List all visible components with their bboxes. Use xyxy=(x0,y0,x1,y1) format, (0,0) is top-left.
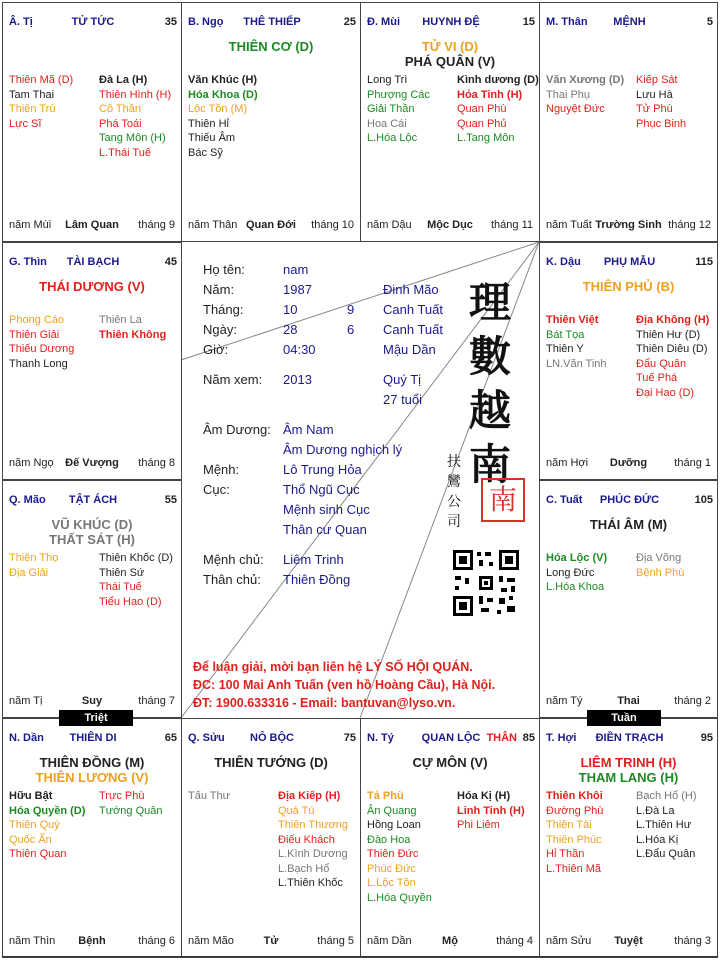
minor-star: Văn Khúc (H) xyxy=(188,74,258,86)
minor-star: Lực Sĩ xyxy=(9,117,42,130)
tuan-tag: Tuần xyxy=(587,710,661,726)
star-column-right xyxy=(636,313,718,400)
palace-stage: Mộ xyxy=(442,935,458,947)
palace-year: năm Tuất xyxy=(546,219,592,231)
seal-sub-2: 鸞 xyxy=(447,474,461,490)
palace-branch: N. Tý xyxy=(367,732,394,744)
palace-month: tháng 6 xyxy=(138,935,175,947)
palace-mao xyxy=(2,480,182,718)
minor-star: Thiên Sứ xyxy=(99,566,145,579)
view-age: 27 tuổi xyxy=(383,392,423,407)
minor-star: Bát Tọa xyxy=(546,328,585,341)
minor-star: Thiên Khôi xyxy=(546,790,603,802)
palace-than xyxy=(539,2,718,242)
palace-dau xyxy=(539,242,718,480)
main-star: THẤT SÁT (H) xyxy=(49,532,135,547)
palace-branch: Â. Tị xyxy=(9,16,33,28)
palace-branch: G. Thìn xyxy=(9,256,47,268)
star-column-right xyxy=(636,73,718,131)
star-column-left xyxy=(188,73,274,160)
star-column-left xyxy=(9,313,95,371)
minor-star: Thiên Hỉ xyxy=(188,117,229,130)
palace-age: 25 xyxy=(343,16,356,28)
minor-star: L.Thái Tuế xyxy=(99,146,151,159)
palace-stage: Tử xyxy=(263,935,279,947)
cuc-note-1: Mệnh sinh Cục xyxy=(283,502,370,517)
minor-star: Hóa Quyền (D) xyxy=(9,804,86,817)
palace-month: tháng 10 xyxy=(311,219,354,231)
hour-label: Giờ: xyxy=(203,342,229,357)
year-canchi: Đinh Mão xyxy=(383,282,439,297)
name-label: Họ tên: xyxy=(203,262,245,277)
palace-month: tháng 1 xyxy=(674,457,711,469)
palace-year: năm Mùi xyxy=(9,219,52,231)
palace-month: tháng 11 xyxy=(490,219,533,231)
palace-month: tháng 4 xyxy=(496,935,533,947)
minor-star: Thiên Mã (D) xyxy=(9,74,74,86)
minor-star: Thái Tuế xyxy=(99,581,142,593)
menh-chu-label: Mệnh chủ: xyxy=(203,552,264,567)
minor-star: Quả Tú xyxy=(278,804,315,817)
minor-star: Đào Hoa xyxy=(367,833,411,846)
palace-age: 55 xyxy=(164,494,177,506)
palace-ngo xyxy=(181,2,361,242)
minor-star: Thiên Khốc (D) xyxy=(99,552,173,564)
minor-star: Hóa Khoa (D) xyxy=(188,88,258,101)
minor-star: Bạch Hổ (H) xyxy=(636,790,697,802)
palace-branch: Q. Mão xyxy=(9,494,46,506)
hour-canchi: Mậu Dần xyxy=(383,342,436,357)
palace-year: năm Dần xyxy=(367,935,412,947)
minor-star: Thiên Không xyxy=(99,328,167,341)
minor-star: Thiên Đức xyxy=(367,848,419,860)
palace-stage: Dưỡng xyxy=(609,457,648,469)
palace-year: năm Hợi xyxy=(546,457,589,469)
palace-stage: Thai xyxy=(617,695,640,707)
palace-stage: Trường Sinh xyxy=(595,219,662,231)
main-star: THIÊN LƯƠNG (V) xyxy=(35,770,149,785)
star-column-right xyxy=(457,789,540,833)
minor-star: Phá Toái xyxy=(99,117,142,130)
palace-tuat xyxy=(539,480,718,718)
palace-name: ĐIỀN TRẠCH xyxy=(595,732,664,744)
palace-month: tháng 5 xyxy=(317,935,354,947)
minor-star: Thiên Diêu (D) xyxy=(636,343,708,355)
palace-stage: Bệnh xyxy=(78,935,106,947)
minor-star: L.Thiên Mã xyxy=(546,862,602,875)
palace-name: PHÚC ĐỨC xyxy=(599,494,660,506)
seal-char-3: 越 xyxy=(469,386,512,435)
seal-sub-3: 公 xyxy=(447,494,461,510)
star-column-right xyxy=(457,73,540,146)
palace-hoi xyxy=(539,718,718,958)
main-star: TỬ VI (D) xyxy=(421,39,479,54)
palace-age: 45 xyxy=(164,256,177,268)
palace-year: năm Sửu xyxy=(546,935,592,947)
palace-dan xyxy=(2,718,182,958)
star-column-right xyxy=(99,73,182,160)
day-label: Ngày: xyxy=(203,322,237,337)
star-column-left xyxy=(367,789,453,905)
star-column-left xyxy=(9,73,95,131)
main-star: PHÁ QUÂN (V) xyxy=(404,54,496,69)
view-year-canchi: Quý Tị xyxy=(383,372,422,387)
minor-star: L.Tang Môn xyxy=(457,132,515,144)
palace-branch: C. Tuất xyxy=(546,494,583,506)
palace-month: tháng 12 xyxy=(668,219,711,231)
seal-char-2: 數 xyxy=(469,332,512,381)
minor-star: Tam Thai xyxy=(9,88,55,101)
minor-star: Thai Phụ xyxy=(546,88,591,101)
palace-stage: Suy xyxy=(81,695,103,707)
palace-age: 5 xyxy=(706,16,713,28)
minor-star: Bệnh Phù xyxy=(636,566,685,579)
star-column-right xyxy=(278,789,361,891)
minor-star: L.Hóa Khoa xyxy=(546,581,605,593)
cuc-label: Cục: xyxy=(203,482,230,497)
triet-tag: Triệt xyxy=(59,710,133,726)
minor-star: Long Trì xyxy=(367,74,408,86)
minor-star: L.Hóa Quyền xyxy=(367,891,432,904)
minor-star: Thiên Giải xyxy=(9,328,60,341)
minor-star: Hóa Kị (H) xyxy=(457,790,511,802)
palace-branch: Q. Sửu xyxy=(188,732,225,744)
palace-name: THIÊN DI xyxy=(69,732,117,744)
star-column-right xyxy=(636,789,718,862)
main-star: CỰ MÔN (V) xyxy=(412,755,488,770)
minor-star: Thiên Quý xyxy=(9,819,60,831)
main-star: LIÊM TRINH (H) xyxy=(580,755,677,770)
menh-chu-value: Liêm Trinh xyxy=(283,552,344,567)
minor-star: L.Đà La xyxy=(636,804,675,817)
palace-ty xyxy=(2,2,182,242)
minor-star: L.Thiên Khốc xyxy=(278,877,343,889)
minor-star: Thiên Hư (D) xyxy=(636,328,701,341)
minor-star: Bác Sỹ xyxy=(188,146,223,159)
minor-star: Thiên Việt xyxy=(546,314,599,326)
star-column-left xyxy=(546,789,632,876)
day-value: 28 xyxy=(283,322,298,337)
minor-star: LN.Văn Tinh xyxy=(546,357,607,370)
month-lunar: 9 xyxy=(347,302,355,317)
palace-year: năm Thân xyxy=(188,219,238,231)
palace-suu xyxy=(181,718,361,958)
star-column-right xyxy=(99,789,182,818)
minor-star: Hỉ Thần xyxy=(546,848,585,860)
palace-stage: Đế Vượng xyxy=(65,457,119,469)
minor-star: Hoa Cái xyxy=(367,117,407,130)
palace-name: THÊ THIẾP xyxy=(243,16,301,28)
minor-star: Kình dương (D) xyxy=(457,74,539,86)
year-label: Năm: xyxy=(203,282,235,297)
minor-star: L.Hóa Kị xyxy=(636,833,679,846)
main-star: VŨ KHÚC (D) xyxy=(51,517,133,532)
minor-star: Hỏa Tinh (H) xyxy=(457,88,523,101)
minor-star: L.Thiên Hư xyxy=(636,819,692,831)
palace-name: TỬ TỨC xyxy=(71,16,115,28)
minor-star: Phong Cáo xyxy=(9,314,65,326)
seal-sub-1: 扶 xyxy=(447,454,461,470)
star-column-right xyxy=(99,313,182,342)
minor-star: L.Đẩu Quân xyxy=(636,848,696,860)
palace-thin xyxy=(2,242,182,480)
minor-star: Ân Quang xyxy=(367,804,417,817)
minor-star: Phục Binh xyxy=(636,117,687,130)
minor-star: Giải Thần xyxy=(367,103,415,115)
palace-name: HUYNH ĐỆ xyxy=(422,16,480,28)
minor-star: Đẩu Quân xyxy=(636,357,687,370)
palace-stage: Quan Đới xyxy=(246,219,296,231)
minor-star: L.Bạch Hổ xyxy=(278,862,330,875)
day-lunar: 6 xyxy=(347,322,355,337)
minor-star: Hồng Loan xyxy=(367,819,421,831)
contact-line-1: Để luận giải, mời bạn liên hệ LÝ SỐ HỘI QUÁN. xyxy=(193,660,473,674)
minor-star: Điếu Khách xyxy=(278,833,335,846)
minor-star: Thiên Phúc xyxy=(546,833,602,846)
minor-star: Đường Phù xyxy=(546,804,604,817)
minor-star: Thiên Hình (H) xyxy=(99,88,172,101)
amduong-note: Âm Dương nghịch lý xyxy=(283,442,403,457)
minor-star: Hóa Lộc (V) xyxy=(546,552,608,564)
qr-code-icon xyxy=(451,548,521,618)
month-canchi: Canh Tuất xyxy=(383,302,443,317)
minor-star: Địa Võng xyxy=(636,552,682,564)
minor-star: Kiếp Sát xyxy=(636,74,678,86)
minor-star: Tướng Quân xyxy=(99,804,163,817)
name-value: nam xyxy=(283,262,309,277)
minor-star: Thiếu Âm xyxy=(188,132,236,144)
palace-year: năm Dậu xyxy=(367,219,412,231)
than-marker: THÂN xyxy=(486,732,517,744)
seal-sub-4: 司 xyxy=(447,514,461,530)
main-star: THIÊN TƯỚNG (D) xyxy=(214,755,328,770)
minor-star: Long Đức xyxy=(546,566,595,579)
star-column-left xyxy=(9,551,95,580)
palace-age: 75 xyxy=(343,732,356,744)
palace-age: 85 xyxy=(522,732,535,744)
minor-star: Thiên Trù xyxy=(9,103,56,115)
palace-month: tháng 7 xyxy=(138,695,175,707)
minor-star: Thiên Thương xyxy=(278,819,349,831)
amduong-value: Âm Nam xyxy=(283,422,334,437)
palace-year: năm Tị xyxy=(9,695,43,707)
star-column-left xyxy=(188,789,274,804)
palace-year: năm Thìn xyxy=(9,935,56,947)
star-column-left xyxy=(546,73,632,117)
seal-subtitle xyxy=(447,452,463,532)
minor-star: Tuế Phá xyxy=(636,372,678,384)
seal-char-4: 南 xyxy=(469,440,512,489)
palace-month: tháng 9 xyxy=(138,219,175,231)
minor-star: Nguyệt Đức xyxy=(546,103,605,115)
minor-star: Tấu Thư xyxy=(188,790,231,802)
palace-age: 35 xyxy=(164,16,177,28)
palace-age: 105 xyxy=(694,494,713,506)
main-star: THAM LANG (H) xyxy=(578,770,679,785)
minor-star: L.Kình Dương xyxy=(278,848,348,860)
palace-branch: K. Dậu xyxy=(546,256,581,268)
star-column-left xyxy=(546,313,632,371)
main-star: THIÊN CƠ (D) xyxy=(228,39,314,54)
minor-star: Thiên Thọ xyxy=(9,552,59,564)
palace-ti xyxy=(360,718,540,958)
minor-star: Linh Tinh (H) xyxy=(457,804,525,817)
star-column-left xyxy=(367,73,453,146)
palace-age: 15 xyxy=(522,16,535,28)
menh-value: Lô Trung Hỏa xyxy=(283,462,362,477)
minor-star: Thiên Tài xyxy=(546,819,592,831)
palace-stage: Mộc Dục xyxy=(427,219,473,231)
than-chu-value: Thiên Đồng xyxy=(283,572,351,587)
star-column-right xyxy=(636,551,718,580)
palace-branch: M. Thân xyxy=(546,16,588,28)
palace-year: năm Tý xyxy=(546,695,583,707)
palace-name: TẬT ÁCH xyxy=(68,494,118,506)
minor-star: Thiên Y xyxy=(546,343,584,355)
view-year-label: Năm xem: xyxy=(203,372,263,387)
center-info-panel xyxy=(181,242,539,718)
palace-branch: N. Dần xyxy=(9,732,44,744)
minor-star: Phượng Các xyxy=(367,88,430,101)
cuc-note-2: Thân cư Quan xyxy=(283,522,367,537)
palace-branch: B. Ngọ xyxy=(188,16,224,28)
minor-star: Lộc Tồn (M) xyxy=(188,103,248,115)
minor-star: Địa Giải xyxy=(9,566,49,579)
contact-line-3: ĐT: 1900.633316 - Email: bantuvan@lyso.vn. xyxy=(193,696,456,710)
palace-name: NÔ BỘC xyxy=(250,732,294,744)
contact-line-2: ĐC: 100 Mai Anh Tuấn (ven hồ Hoàng Cầu), Hà Nội. xyxy=(193,678,496,692)
star-column-left xyxy=(546,551,632,595)
menh-label: Mệnh: xyxy=(203,462,240,477)
palace-age: 95 xyxy=(700,732,713,744)
palace-name: QUAN LỘC xyxy=(421,732,481,744)
palace-month: tháng 8 xyxy=(138,457,175,469)
palace-branch: Đ. Mùi xyxy=(367,16,400,28)
minor-star: Tả Phù xyxy=(367,790,404,802)
minor-star: Thiên La xyxy=(99,314,142,326)
minor-star: Phúc Đức xyxy=(367,862,416,875)
minor-star: Phi Liêm xyxy=(457,819,500,831)
minor-star: Trực Phù xyxy=(99,790,145,802)
minor-star: Lưu Hà xyxy=(636,88,673,101)
minor-star: Quan Phủ xyxy=(457,117,507,130)
palace-month: tháng 2 xyxy=(674,695,711,707)
seal-char-1: 理 xyxy=(469,278,512,327)
palace-name: MỆNH xyxy=(613,16,646,28)
view-year-value: 2013 xyxy=(283,372,312,387)
minor-star: Địa Kiếp (H) xyxy=(278,790,341,802)
minor-star: Tiểu Hao (D) xyxy=(99,595,162,608)
minor-star: Thanh Long xyxy=(9,357,68,370)
day-canchi: Canh Tuất xyxy=(383,322,443,337)
palace-mui xyxy=(360,2,540,242)
palace-stage: Lâm Quan xyxy=(65,219,119,231)
main-star: THÁI DƯƠNG (V) xyxy=(39,279,145,294)
minor-star: Thiếu Dương xyxy=(9,343,75,355)
main-star: THÁI ÂM (M) xyxy=(589,517,668,532)
hour-value: 04:30 xyxy=(283,342,316,357)
minor-star: Hữu Bật xyxy=(9,790,53,802)
palace-year: năm Mão xyxy=(188,935,234,947)
main-star: THIÊN PHỦ (B) xyxy=(582,279,675,294)
minor-star: L.Hóa Lộc xyxy=(367,132,418,144)
minor-star: Thiên Quan xyxy=(9,848,67,860)
year-value: 1987 xyxy=(283,282,312,297)
minor-star: Tang Môn (H) xyxy=(99,132,166,144)
red-stamp: 南 xyxy=(481,478,525,522)
minor-star: Quốc Ấn xyxy=(9,833,52,846)
palace-month: tháng 3 xyxy=(674,935,711,947)
minor-star: Địa Không (H) xyxy=(636,314,710,326)
palace-name: TÀI BẠCH xyxy=(66,256,120,268)
minor-star: Đại Hao (D) xyxy=(636,386,695,399)
palace-stage: Tuyệt xyxy=(614,935,643,947)
minor-star: Văn Xương (D) xyxy=(546,74,625,86)
than-chu-label: Thân chủ: xyxy=(203,572,261,587)
star-column-left xyxy=(9,789,95,862)
palace-name: PHỤ MẪU xyxy=(603,256,656,268)
palace-branch: T. Hợi xyxy=(546,732,577,744)
palace-year: năm Ngọ xyxy=(9,457,54,469)
minor-star: Quan Phù xyxy=(457,103,507,115)
month-label: Tháng: xyxy=(203,302,244,317)
minor-star: L.Lộc Tồn xyxy=(367,877,416,889)
minor-star: Đà La (H) xyxy=(99,74,148,86)
star-column-right xyxy=(99,551,182,609)
cuc-value: Thổ Ngũ Cục xyxy=(283,482,360,497)
main-star: THIÊN ĐỒNG (M) xyxy=(39,755,145,770)
palace-age: 65 xyxy=(164,732,177,744)
amduong-label: Âm Dương: xyxy=(203,422,271,437)
minor-star: Cô Thần xyxy=(99,103,141,115)
month-value: 10 xyxy=(283,302,298,317)
minor-star: Tử Phù xyxy=(636,103,673,115)
palace-age: 115 xyxy=(695,256,713,268)
